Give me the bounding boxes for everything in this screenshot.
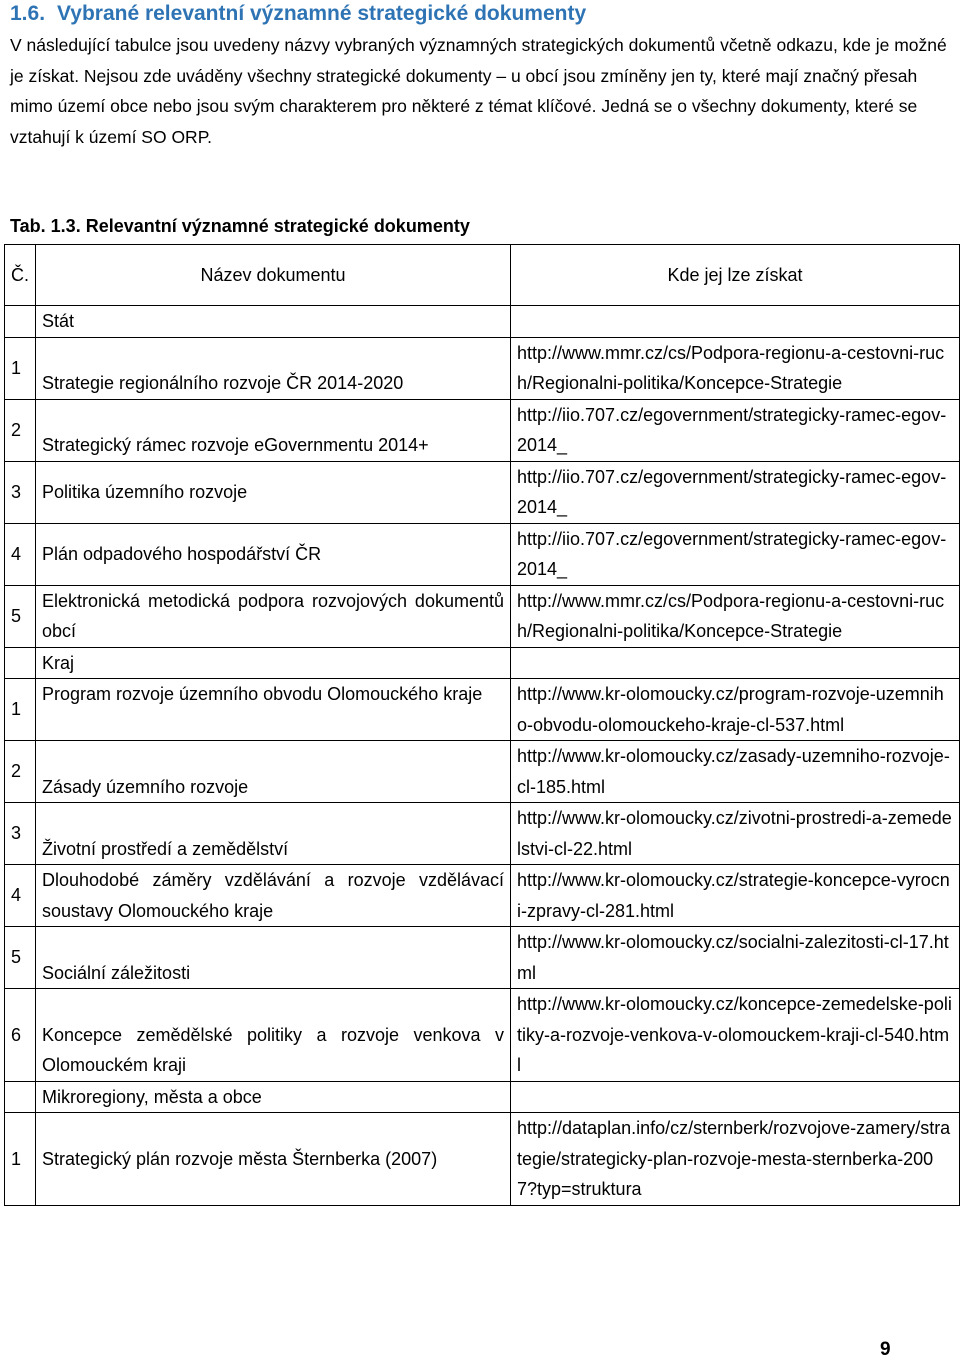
- section-heading: [10, 2, 586, 26]
- table-row: [5, 1113, 960, 1206]
- document-name: Strategický plán rozvoje města Šternberka (2007): [36, 1113, 511, 1206]
- table-row: [5, 337, 960, 399]
- row-number: 1: [5, 337, 36, 399]
- document-name: Dlouhodobé záměry vzdělávání a rozvoje vzdělávací soustavy Olomouckého kraje: [36, 865, 511, 927]
- document-name: Program rozvoje územního obvodu Olomouckého kraje: [36, 679, 511, 741]
- row-number: 1: [5, 1113, 36, 1206]
- header-name: Název dokumentu: [36, 245, 511, 306]
- intro-paragraph: V následující tabulce jsou uvedeny názvy vybraných významných strategických dokumentů včetně odkazu, kde je možné je získat. Nejsou zde uváděny všechny strategické dokumenty – u obcí jsou zmíněny jen ty, které mají značný přesah mimo území obce nebo jsou svým charakterem pro některé z témat klíčové. Jedná se o všechny dokumenty, které se vztahují k území SO ORP.: [10, 35, 947, 147]
- row-number: 4: [5, 523, 36, 585]
- table-row: [5, 927, 960, 989]
- row-number: 5: [5, 927, 36, 989]
- document-link[interactable]: http://iio.707.cz/egovernment/strategicky-ramec-egov-2014_: [511, 461, 960, 523]
- document-link[interactable]: http://www.mmr.cz/cs/Podpora-regionu-a-cestovni-ruch/Regionalni-politika/Koncepce-Strategie: [511, 337, 960, 399]
- document-name: Životní prostředí a zemědělství: [36, 803, 511, 865]
- document-link[interactable]: http://www.kr-olomoucky.cz/program-rozvoje-uzemniho-obvodu-olomouckeho-kraje-cl-537.html: [511, 679, 960, 741]
- table-row: [5, 741, 960, 803]
- group-label-micro: Mikroregiony, města a obce: [36, 1081, 511, 1113]
- table-row: [5, 803, 960, 865]
- document-link[interactable]: http://dataplan.info/cz/sternberk/rozvojove-zamery/strategie/strategicky-plan-rozvoje-mesta-sternberka-2007?typ=struktura: [511, 1113, 960, 1206]
- document-link[interactable]: http://www.kr-olomoucky.cz/zivotni-prostredi-a-zemedelstvi-cl-22.html: [511, 803, 960, 865]
- table-row: [5, 989, 960, 1082]
- document-name: Politika územního rozvoje: [36, 461, 511, 523]
- row-number: 3: [5, 803, 36, 865]
- table-header-row: [5, 245, 960, 306]
- document-link[interactable]: http://www.kr-olomoucky.cz/strategie-koncepce-vyrocni-zpravy-cl-281.html: [511, 865, 960, 927]
- document-name: Strategie regionálního rozvoje ČR 2014-2020: [36, 337, 511, 399]
- document-link[interactable]: http://www.kr-olomoucky.cz/zasady-uzemniho-rozvoje-cl-185.html: [511, 741, 960, 803]
- section-number: 1.6.: [10, 2, 46, 25]
- table-row: [5, 679, 960, 741]
- section-title: Vybrané relevantní významné strategické dokumenty: [57, 2, 587, 25]
- document-link[interactable]: http://www.kr-olomoucky.cz/socialni-zalezitosti-cl-17.html: [511, 927, 960, 989]
- group-label-state: Stát: [36, 306, 511, 338]
- row-number: 2: [5, 741, 36, 803]
- document-name: Elektronická metodická podpora rozvojových dokumentů obcí: [36, 585, 511, 647]
- header-number: Č.: [5, 245, 36, 306]
- document-name: Zásady územního rozvoje: [36, 741, 511, 803]
- table-caption: Tab. 1.3. Relevantní významné strategické dokumenty: [10, 216, 470, 236]
- row-number: 5: [5, 585, 36, 647]
- document-name: Strategický rámec rozvoje eGovernmentu 2014+: [36, 399, 511, 461]
- table-row: [5, 399, 960, 461]
- document-link[interactable]: http://www.mmr.cz/cs/Podpora-regionu-a-cestovni-ruch/Regionalni-politika/Koncepce-Strategie: [511, 585, 960, 647]
- document-name: Plán odpadového hospodářství ČR: [36, 523, 511, 585]
- row-number: 2: [5, 399, 36, 461]
- document-link[interactable]: http://www.kr-olomoucky.cz/koncepce-zemedelske-politiky-a-rozvoje-venkova-v-olomouckem-kraji-cl-540.html: [511, 989, 960, 1082]
- table-row: [5, 865, 960, 927]
- table-row: [5, 461, 960, 523]
- group-row-state: [5, 306, 960, 338]
- table-row: [5, 585, 960, 647]
- group-label-region: Kraj: [36, 647, 511, 679]
- header-source: Kde jej lze získat: [511, 245, 960, 306]
- row-number: 4: [5, 865, 36, 927]
- document-link[interactable]: http://iio.707.cz/egovernment/strategicky-ramec-egov-2014_: [511, 399, 960, 461]
- group-row-micro: [5, 1081, 960, 1113]
- document-name: Koncepce zemědělské politiky a rozvoje venkova v Olomouckém kraji: [36, 989, 511, 1082]
- documents-table: [4, 244, 960, 1206]
- row-number: 3: [5, 461, 36, 523]
- table-row: [5, 523, 960, 585]
- document-link[interactable]: http://iio.707.cz/egovernment/strategicky-ramec-egov-2014_: [511, 523, 960, 585]
- document-name: Sociální záležitosti: [36, 927, 511, 989]
- row-number: 6: [5, 989, 36, 1082]
- row-number: 1: [5, 679, 36, 741]
- page-number: 9: [880, 1339, 891, 1360]
- group-row-region: [5, 647, 960, 679]
